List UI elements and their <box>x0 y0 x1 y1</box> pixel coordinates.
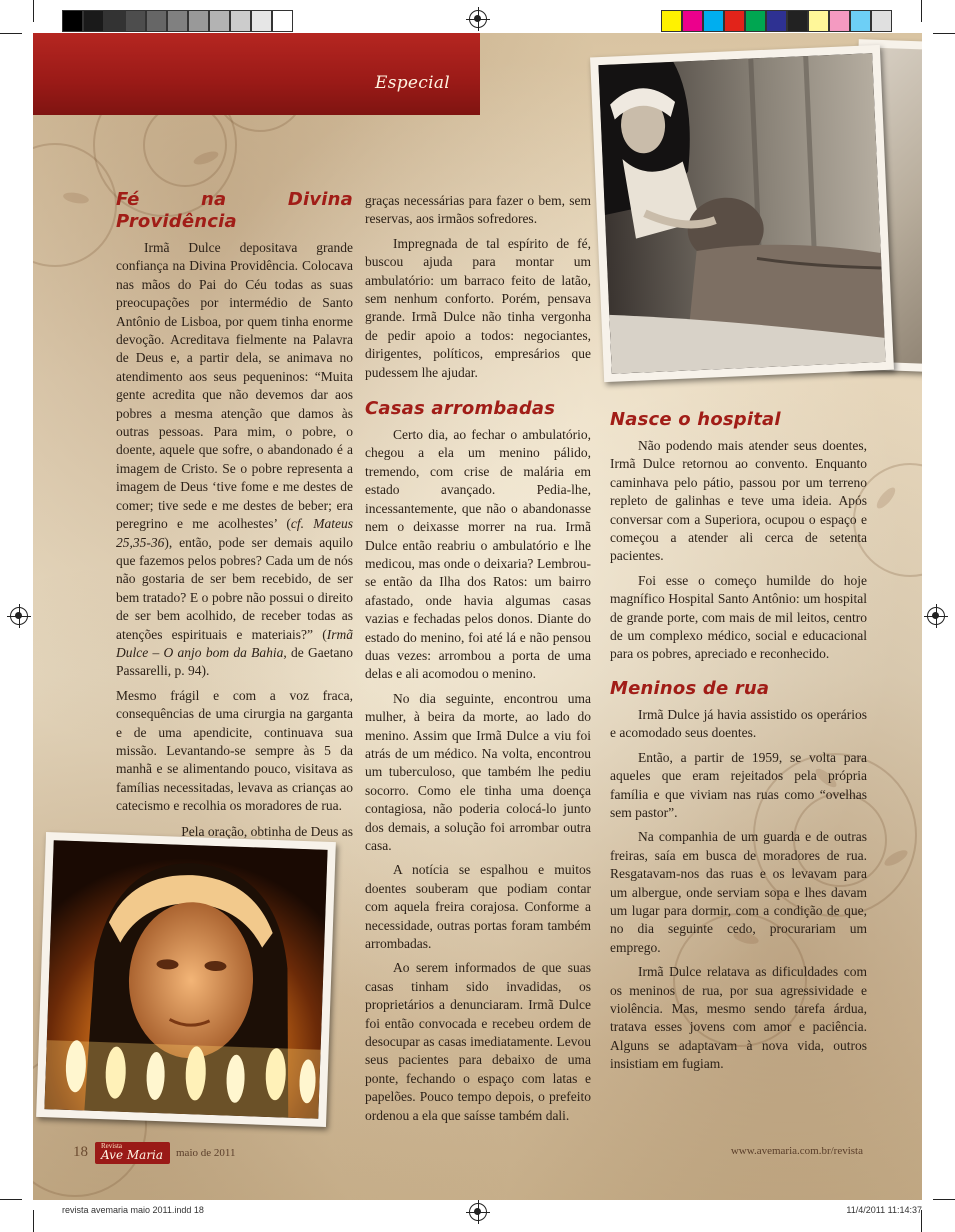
magazine-page <box>33 33 922 1200</box>
logo-small-text: Revista <box>101 1142 122 1150</box>
paragraph: Não podendo mais atender seus doentes, Irmã Dulce retornou ao convento. Enquanto caminhava pelo pátio, passou por um terreno repleto de galinhas e teve uma ideia. Após conversar com a Superiora, ocupou o espaço e começou a atender ali cerca de setenta pacientes. <box>610 438 867 564</box>
heading-meninos-de-rua: Meninos de rua <box>610 677 770 699</box>
portrait-illustration <box>44 840 327 1118</box>
page-number: 18 <box>73 1144 88 1160</box>
paragraph: Impregnada de tal espírito de fé, buscou ajuda para montar um ambulatório: um barraco feito de latão, sem nenhum conforto. Porém, pensava grande. Irmã Dulce não tinha vergonha de pedir apoio a todos: negociantes, dirigentes, políticos, empresários que pudessem lhe ajudar. <box>365 235 591 380</box>
section-tag: Especial <box>374 73 450 93</box>
paragraph: A notícia se espalhou e muitos doentes souberam que podiam contar com aquela freira corajosa. Conforme a necessidade, outras portas foram também arrombadas. <box>365 862 591 952</box>
paragraph: Então, a partir de 1959, se volta para aqueles que eram rejeitados pela própria família e que viviam nas ruas como “ovelhas sem pastor”. <box>610 749 867 820</box>
paragraph-text: ), então, pode ser demais aquilo que fazemos pelos pobres? Cada um de nós não gostaria de ser bem recebido, de ser bem tratado? E o pobre não possui o direito de ser bem acolhido, de receber todas as atenções espirituais e materiais?” ( <box>116 534 353 642</box>
paragraph-text: , de Gaetano Passarelli, p. 94). <box>116 644 353 679</box>
paragraph: Ao serem informados de que suas casas tinham sido invadidas, os proprietários a denunciaram. Irmã Dulce foi então convocada e recebeu ordem de desocupar as casas imediatamente. Levou seus pacientes para debaixo de uma ponte, fechando o espaço com latas e papelões. Pouco tempo depois, o prefeito ordenou a ela que saísse também dali. <box>365 960 591 1123</box>
logo-main-text: Ave Maria <box>101 1148 164 1162</box>
paragraph: graças necessárias para fazer o bem, sem reservas, aos irmãos sofredores. <box>365 193 591 227</box>
website-url[interactable]: www.avemaria.com.br/revista <box>730 1145 863 1157</box>
registration-mark-icon <box>469 10 487 28</box>
paragraph: No dia seguinte, encontrou uma mulher, à beira da morte, ao lado do menino. Assim que Irmã Dulce a viu foi atrás de um médico. Na volta, encontrou um tuberculoso, que também lhe pediu socorro. Como ele tinha uma doença contagiosa, não poderia colocá-lo junto dos demais, a solução foi arrombar outra casa. <box>365 690 591 853</box>
paragraph: Certo dia, ao fechar o ambulatório, chegou a ela um menino pálido, tremendo, com crise de malária em estado avançado. Pedia-lhe, incessantemente, que não o abandonasse nem o deixasse morrer na rua. Irmã Dulce então reabriu o ambulatório e lhe medicou, mas onde o deixaria? Lembrou-se então da Ilha dos Ratos: um bairro afastado, onde havia algumas casas vazias e fechadas pelos donos. Diante do estado do menino, foi até lá e não pensou duas vezes: arrombou a porta de uma delas e ali acomodou o menino. <box>365 427 591 682</box>
heading-nasce-o-hospital: Nasce o hospital <box>610 409 781 430</box>
heading-casas-arrombadas: Casas arrombadas <box>365 398 556 420</box>
bible-reference: cf. Mateus 25,35-36 <box>116 516 353 550</box>
paragraph: Irmã Dulce já havia assistido os operários e acomodado seus doentes. <box>610 706 867 741</box>
registration-mark-icon <box>927 607 945 625</box>
column-2 <box>365 192 591 1131</box>
paragraph: Na companhia de um guarda e de outras freiras, saía em busca de moradores de rua. Resgatavam-nos das ruas e os levavam para um albergue, onde serviam sopa e lhes davam um lugar para dormir, com a condição de que, no dia seguinte cedo, procurariam um emprego. <box>610 829 867 955</box>
column-1 <box>116 189 353 822</box>
registration-mark-icon <box>469 1203 487 1221</box>
archival-photo-illustration <box>598 53 885 374</box>
issue-date: maio de 2011 <box>176 1147 236 1159</box>
photo-nun-tending-patient <box>590 45 894 382</box>
registration-mark-icon <box>10 607 28 625</box>
paragraph: Irmã Dulce relatava as dificuldades com os meninos de rua, por sua agressividade e violência. Mas, mesmo sendo tarefa árdua, tratava esses jovens com amor e paciência. Alguns se adaptavam à nova vida, outros insistiam em fugiam. <box>610 964 867 1072</box>
heading-fe-na-divina-providencia: Fé na Divina Providência <box>116 189 353 232</box>
paragraph: Foi esse o começo humilde do hoje magnífico Hospital Santo Antônio: um hospital de grande porte, com mais de mil leitos, centro de um complexo médico, social e educacional para os pobres, apreciado e reconhecido. <box>610 572 867 662</box>
book-title: Irmã Dulce – O anjo bom da Bahia <box>116 626 353 660</box>
paragraph: Mesmo frágil e com a voz fraca, consequências de uma cirurgia na garganta e de uma apendicite, continuava sua missão. Levantando-se sempre às 5 da manhã e se alimentando pouco, visitava as famílias necessitadas, levava as crianças ao catecismo e recolhia os moradores de rua. <box>116 687 353 814</box>
magazine-logo <box>95 1142 170 1164</box>
section-ribbon <box>33 33 480 115</box>
footer <box>73 1141 863 1165</box>
photo-irma-dulce-candles <box>36 832 336 1127</box>
column-3 <box>610 409 867 1080</box>
paragraph-text: Irmã Dulce depositava grande confiança na Divina Providência. Colocava nas mãos do Pai do Céu todas as suas preocupações por intermédio de Santo Antônio de Lisboa, por quem tinha enorme devoção. Acreditava fielmente na Palavra de Deus e, a partir dela, se animava no atendimento aos seus pequeninos: “Muita gente acredita que não devemos dar aos pobres a mesma atenção que damos às outras pessoas. Para mim, o pobre, o doente, aquele que sofre, o abandonado é a imagem de Cristo. Se o pobre representa a imagem de Deus ‘tive fome e me destes de comer; tive sede e me destes de beber; era peregrino e me acolhestes’ ( <box>116 240 353 532</box>
slug-timestamp: 11/4/2011 11:14:37 <box>846 1205 922 1215</box>
paragraph <box>116 239 353 681</box>
slug-filename: revista avemaria maio 2011.indd 18 <box>62 1205 204 1215</box>
paragraph: Pela oração, obtinha de Deus as <box>181 824 353 839</box>
